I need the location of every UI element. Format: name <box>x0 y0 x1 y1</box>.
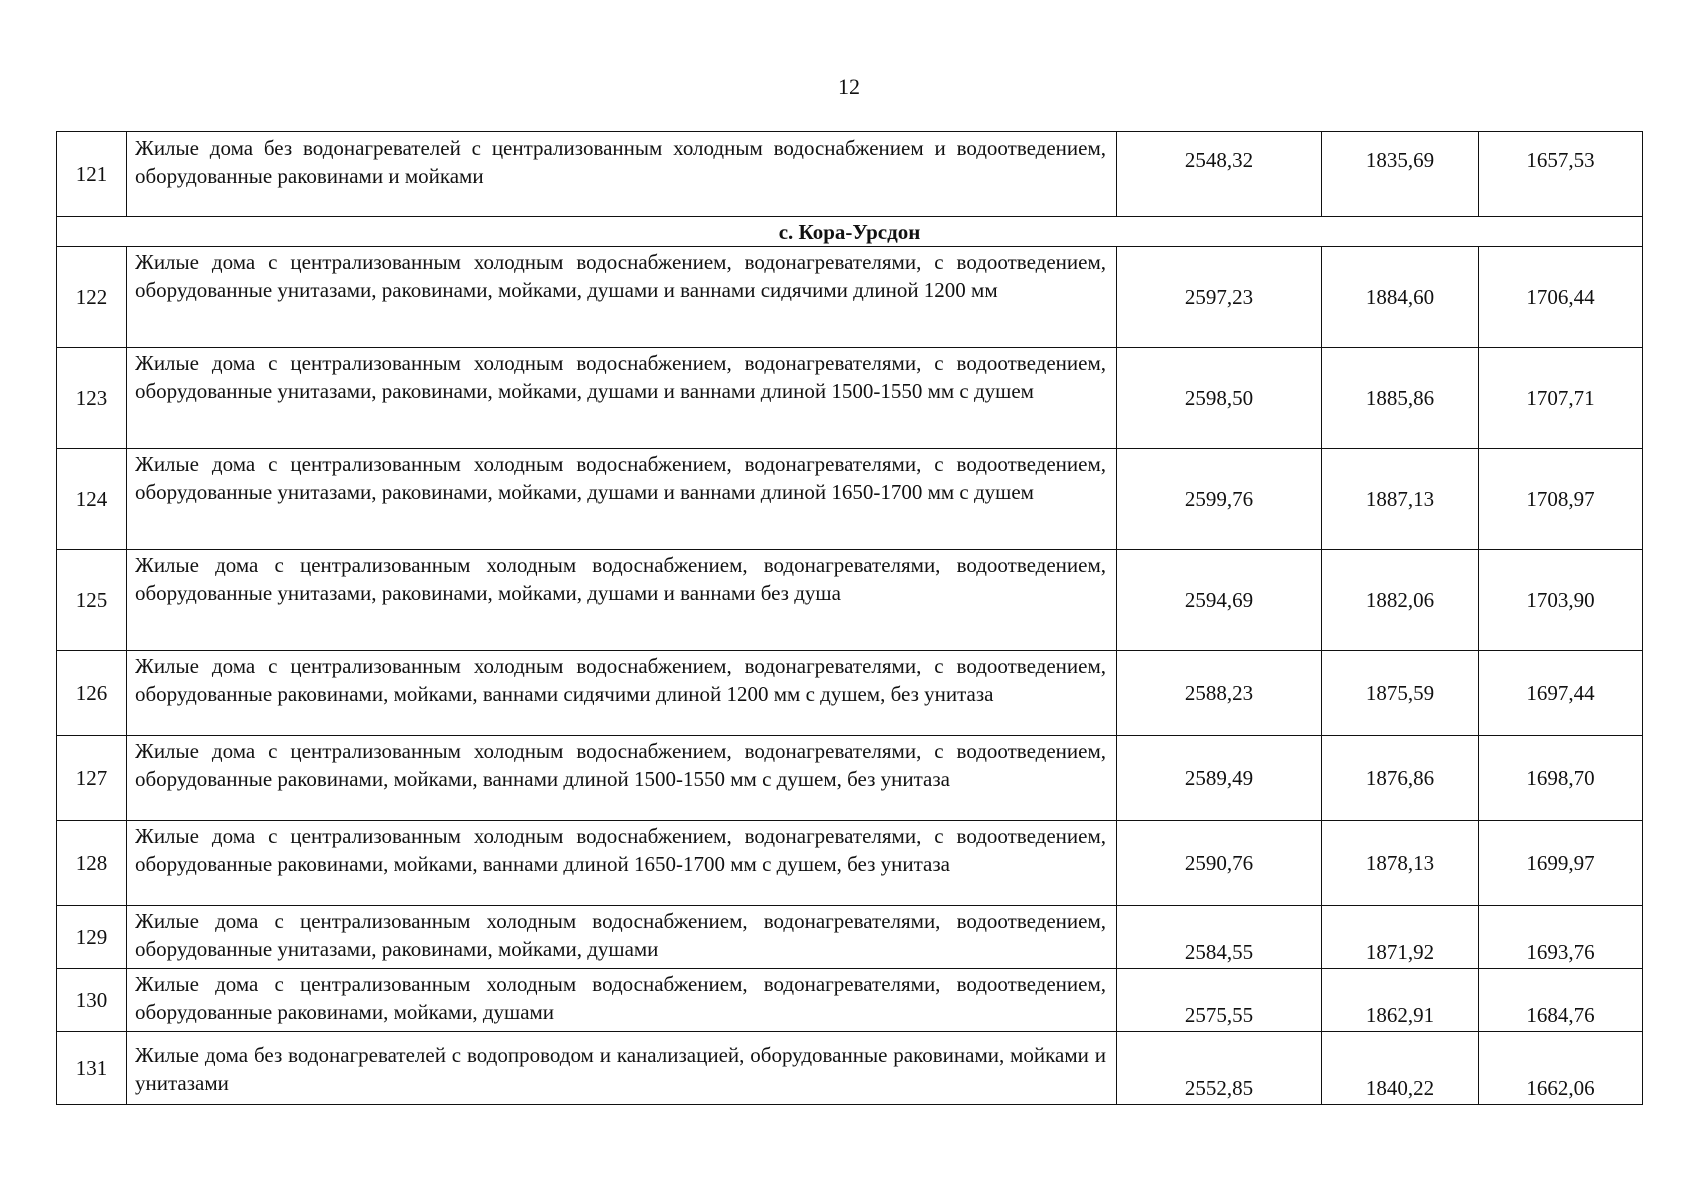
row-number: 130 <box>57 969 127 1032</box>
row-number: 128 <box>57 821 127 906</box>
table-row <box>57 906 1643 969</box>
row-value-1: 2575,55 <box>1117 969 1322 1032</box>
row-description: Жилые дома с централизованным холодным водоснабжением, водонагревателями, с водоотведением, оборудованные раковинами, мойками, ваннами длиной 1650-1700 мм с душем, без унитаза <box>127 821 1117 906</box>
row-value-1: 2588,23 <box>1117 651 1322 736</box>
row-value-1: 2552,85 <box>1117 1032 1322 1105</box>
row-description: Жилые дома с централизованным холодным водоснабжением, водонагревателями, с водоотведением, оборудованные раковинами, мойками, ваннами сидячими длиной 1200 мм с душем, без унитаза <box>127 651 1117 736</box>
row-value-2: 1884,60 <box>1322 247 1479 348</box>
row-value-3: 1699,97 <box>1479 821 1643 906</box>
row-description: Жилые дома с централизованным холодным водоснабжением, водонагревателями, с водоотведением, оборудованные унитазами, раковинами, мойками, душами и ваннами сидячими длиной 1200 мм <box>127 247 1117 348</box>
row-value-2: 1876,86 <box>1322 736 1479 821</box>
row-description: Жилые дома с централизованным холодным водоснабжением, водонагревателями, водоотведением, оборудованные унитазами, раковинами, мойками, душами и ваннами без душа <box>127 550 1117 651</box>
table-row <box>57 736 1643 821</box>
row-value-3: 1703,90 <box>1479 550 1643 651</box>
row-value-2: 1887,13 <box>1322 449 1479 550</box>
table-row <box>57 247 1643 348</box>
row-description: Жилые дома с централизованным холодным водоснабжением, водонагревателями, водоотведением, оборудованные раковинами, мойками, душами <box>127 969 1117 1032</box>
row-value-2: 1885,86 <box>1322 348 1479 449</box>
row-value-3: 1657,53 <box>1479 132 1643 217</box>
row-value-3: 1693,76 <box>1479 906 1643 969</box>
row-value-2: 1862,91 <box>1322 969 1479 1032</box>
row-value-2: 1871,92 <box>1322 906 1479 969</box>
row-description: Жилые дома с централизованным холодным водоснабжением, водонагревателями, водоотведением, оборудованные унитазами, раковинами, мойками, душами <box>127 906 1117 969</box>
row-value-3: 1707,71 <box>1479 348 1643 449</box>
row-number: 122 <box>57 247 127 348</box>
row-description: Жилые дома без водонагревателей с водопроводом и канализацией, оборудованные раковинами, мойками и унитазами <box>127 1032 1117 1105</box>
row-value-3: 1698,70 <box>1479 736 1643 821</box>
section-row <box>57 217 1643 247</box>
row-description: Жилые дома с централизованным холодным водоснабжением, водонагревателями, с водоотведением, оборудованные унитазами, раковинами, мойками, душами и ваннами длиной 1500-1550 мм с душем <box>127 348 1117 449</box>
table-row <box>57 348 1643 449</box>
row-value-3: 1697,44 <box>1479 651 1643 736</box>
row-value-2: 1882,06 <box>1322 550 1479 651</box>
table-row <box>57 651 1643 736</box>
row-value-3: 1706,44 <box>1479 247 1643 348</box>
table-row <box>57 821 1643 906</box>
row-number: 127 <box>57 736 127 821</box>
row-value-1: 2599,76 <box>1117 449 1322 550</box>
row-number: 126 <box>57 651 127 736</box>
row-value-3: 1684,76 <box>1479 969 1643 1032</box>
row-value-3: 1708,97 <box>1479 449 1643 550</box>
row-number: 125 <box>57 550 127 651</box>
row-number: 131 <box>57 1032 127 1105</box>
table-row <box>57 449 1643 550</box>
row-value-2: 1875,59 <box>1322 651 1479 736</box>
row-description: Жилые дома с централизованным холодным водоснабжением, водонагревателями, с водоотведением, оборудованные раковинами, мойками, ваннами длиной 1500-1550 мм с душем, без унитаза <box>127 736 1117 821</box>
row-value-2: 1878,13 <box>1322 821 1479 906</box>
row-value-1: 2597,23 <box>1117 247 1322 348</box>
row-description: Жилые дома с централизованным холодным водоснабжением, водонагревателями, с водоотведением, оборудованные унитазами, раковинами, мойками, душами и ваннами длиной 1650-1700 мм с душем <box>127 449 1117 550</box>
row-value-1: 2548,32 <box>1117 132 1322 217</box>
row-value-1: 2590,76 <box>1117 821 1322 906</box>
row-number: 129 <box>57 906 127 969</box>
row-number: 123 <box>57 348 127 449</box>
row-value-1: 2594,69 <box>1117 550 1322 651</box>
row-value-1: 2584,55 <box>1117 906 1322 969</box>
row-number: 121 <box>57 132 127 217</box>
page-number: 12 <box>838 74 860 99</box>
table-row <box>57 132 1643 217</box>
table-row <box>57 969 1643 1032</box>
row-value-1: 2598,50 <box>1117 348 1322 449</box>
row-value-2: 1835,69 <box>1322 132 1479 217</box>
row-value-1: 2589,49 <box>1117 736 1322 821</box>
row-value-2: 1840,22 <box>1322 1032 1479 1105</box>
tariff-table <box>56 131 1643 1105</box>
table-row <box>57 550 1643 651</box>
section-title: с. Кора-Урсдон <box>57 217 1643 247</box>
row-number: 124 <box>57 449 127 550</box>
table-row <box>57 1032 1643 1105</box>
row-description: Жилые дома без водонагревателей с централизованным холодным водоснабжением и водоотведением, оборудованные раковинами и мойками <box>127 132 1117 217</box>
row-value-3: 1662,06 <box>1479 1032 1643 1105</box>
